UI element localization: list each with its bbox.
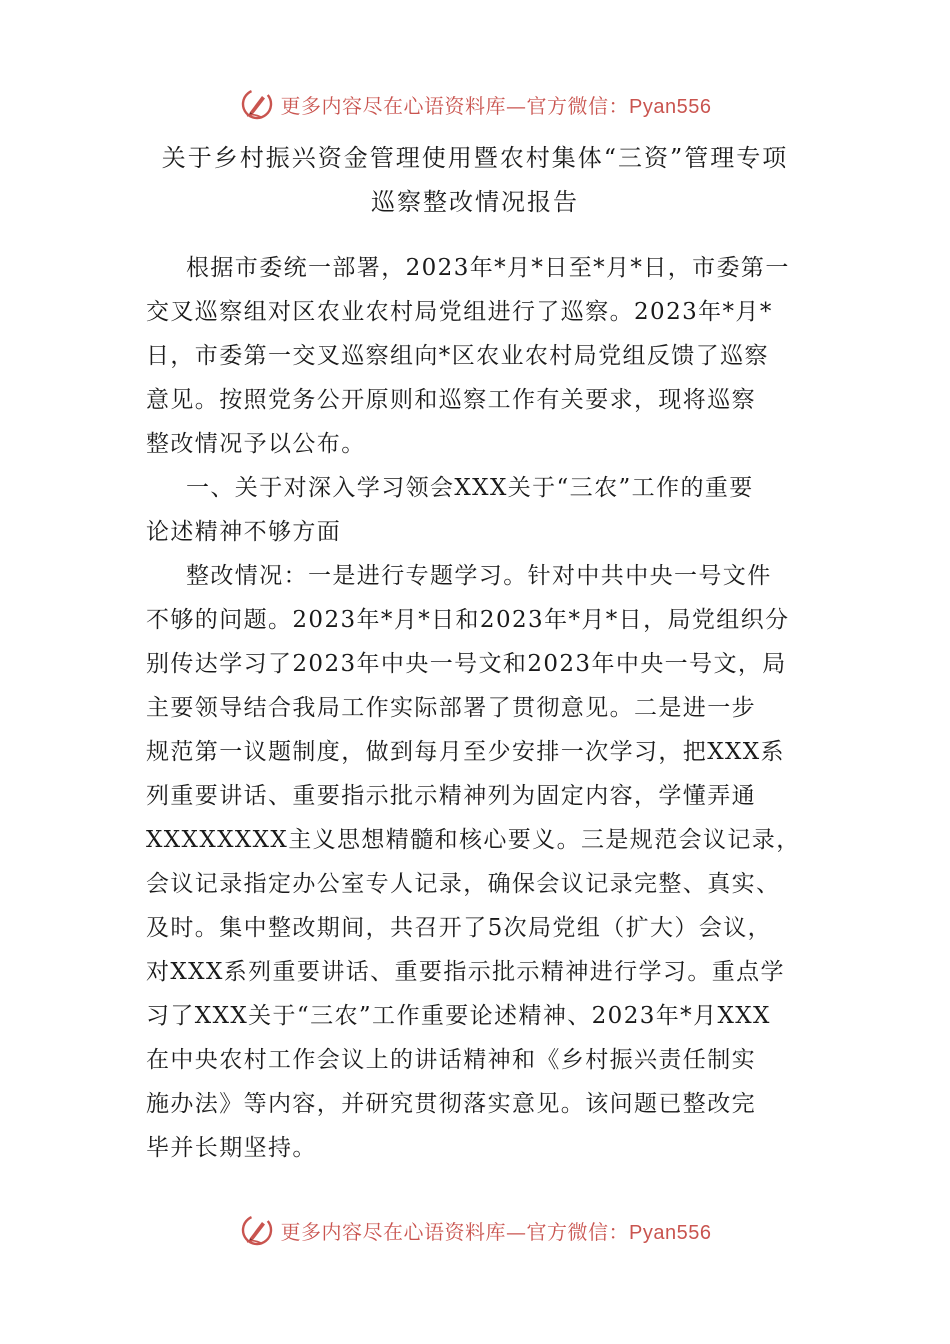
document-body <box>146 246 810 1170</box>
text-line: 习了XXX关于“三农”工作重要论述精神、2023年*月XXX <box>146 1003 771 1029</box>
text-line: 毕并长期坚持。 <box>146 1135 317 1161</box>
text-line: 列重要讲话、重要指示批示精神列为固定内容，学懂弄通 <box>146 783 756 809</box>
text-line: XXXXXXXX主义思想精髓和核心要义。三是规范会议记录， <box>146 827 801 853</box>
text-line: 及时。集中整改期间，共召开了5次局党组（扩大）会议， <box>146 915 773 941</box>
document-title <box>140 136 810 224</box>
header-watermark <box>0 84 950 124</box>
text-line: 别传达学习了2023年中央一号文和2023年中央一号文，局 <box>146 651 787 677</box>
text-line: 会议记录指定办公室专人记录，确保会议记录完整、真实、 <box>146 871 781 897</box>
title-line-2: 巡察整改情况报告 <box>371 188 579 216</box>
text-line: 日，市委第一交叉巡察组向*区农业农村局党组反馈了巡察 <box>146 343 769 369</box>
watermark-text: 更多内容尽在心语资料库—官方微信：Pyan556 <box>280 1219 712 1244</box>
text-line: 主要领导结合我局工作实际部署了贯彻意见。二是进一步 <box>146 695 756 721</box>
text-line: 意见。按照党务公开原则和巡察工作有关要求，现将巡察 <box>146 387 756 413</box>
pen-circle-logo-icon <box>239 86 275 122</box>
text-line: 根据市委统一部署，2023年*月*日至*月*日，市委第一 <box>186 255 790 281</box>
text-line: 交叉巡察组对区农业农村局党组进行了巡察。2023年*月* <box>146 299 773 325</box>
text-line: 施办法》等内容，并研究贯彻落实意见。该问题已整改完 <box>146 1091 756 1117</box>
pen-circle-logo-icon <box>239 1212 275 1248</box>
text-line: 不够的问题。2023年*月*日和2023年*月*日，局党组织分 <box>146 607 790 633</box>
watermark-text: 更多内容尽在心语资料库—官方微信：Pyan556 <box>280 93 712 118</box>
footer-watermark <box>0 1210 950 1250</box>
text-line: 对XXX系列重要讲话、重要指示批示精神进行学习。重点学 <box>146 959 785 985</box>
section-heading-line: 一、关于对深入学习领会XXX关于“三农”工作的重要 <box>186 475 754 501</box>
text-line: 规范第一议题制度，做到每月至少安排一次学习，把XXX系 <box>146 739 785 765</box>
text-line: 在中央农村工作会议上的讲话精神和《乡村振兴责任制实 <box>146 1047 756 1073</box>
text-line: 整改情况予以公布。 <box>146 431 366 457</box>
section-heading-line: 论述精神不够方面 <box>146 519 342 545</box>
text-line: 整改情况：一是进行专题学习。针对中共中央一号文件 <box>186 563 772 589</box>
title-line-1: 关于乡村振兴资金管理使用暨农村集体“三资”管理专项 <box>161 144 789 172</box>
